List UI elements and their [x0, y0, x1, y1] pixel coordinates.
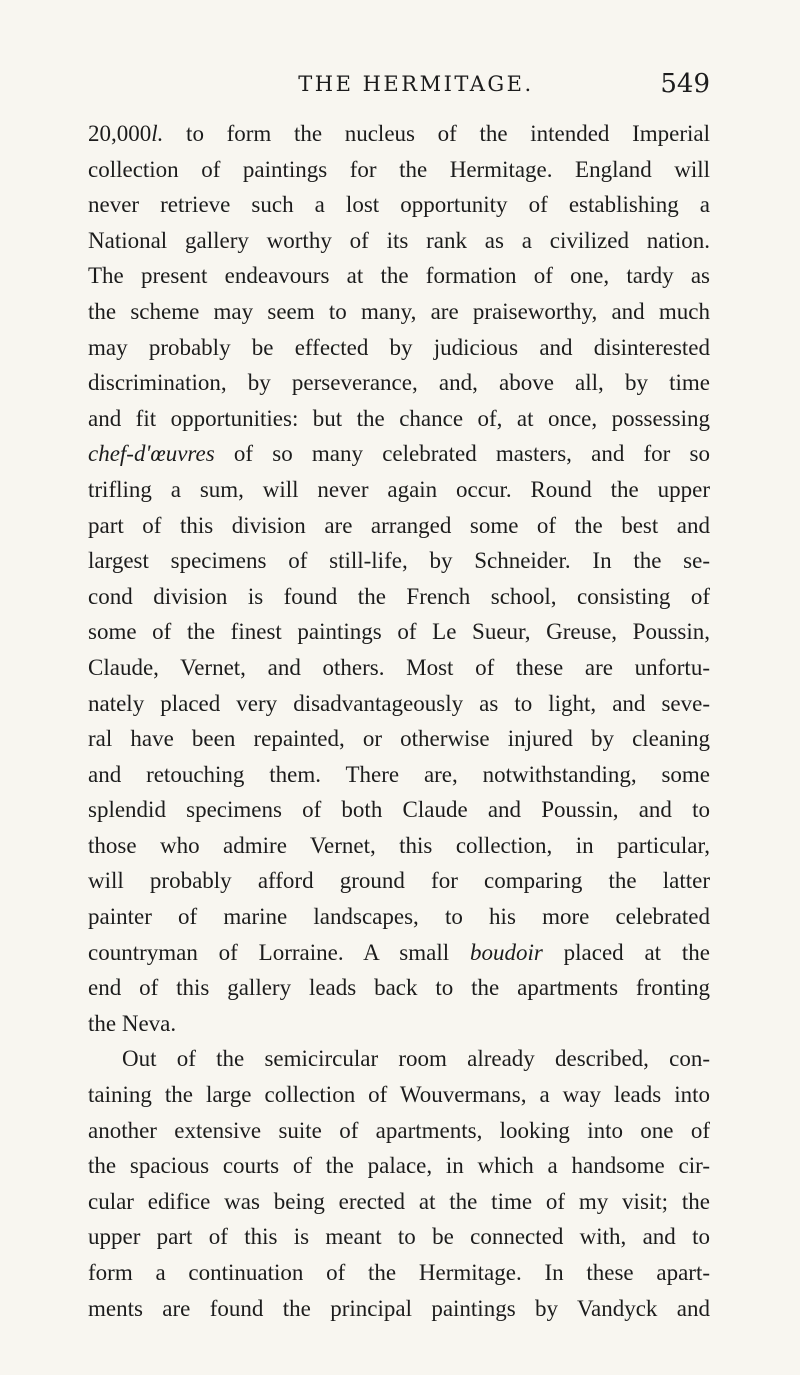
text-run: of so many celebrated masters, and for so	[214, 441, 710, 467]
text-line	[88, 721, 710, 757]
text-run: Out of the semicircular room already described, con-	[122, 1046, 710, 1072]
text-line	[88, 508, 710, 544]
text-run: ral have been repainted, or otherwise injured by cleaning	[88, 726, 710, 752]
text-run: splendid specimens of both Claude and Poussin, and to	[88, 797, 710, 823]
text-run: ments are found the principal paintings by Vandyck and	[88, 1295, 710, 1321]
text-line	[88, 543, 710, 579]
text-line	[88, 935, 710, 971]
text-line	[88, 579, 710, 615]
text-run: trifling a sum, will never again occur. Round the upper	[88, 476, 710, 502]
text-line	[88, 970, 710, 1006]
text-run: National gallery worthy of its rank as a civilized nation.	[88, 227, 710, 253]
text-run: never retrieve such a lost opportunity of establishing a	[88, 192, 710, 218]
text-run: collection of paintings for the Hermitage. England will	[88, 156, 710, 182]
text-run: those who admire Vernet, this collection, in particular,	[88, 832, 710, 858]
text-run: cular edifice was being erected at the time of my visit; the	[88, 1188, 710, 1214]
text-line	[88, 294, 710, 330]
text-run: upper part of this is meant to be connected with, and to	[88, 1224, 710, 1250]
text-line	[88, 472, 710, 508]
text-line	[88, 223, 710, 259]
text-line	[88, 1041, 710, 1077]
text-line	[88, 1184, 710, 1220]
text-line	[88, 258, 710, 294]
text-line	[88, 116, 710, 152]
text-line	[88, 1006, 710, 1042]
text-run: the spacious courts of the palace, in which a handsome cir-	[88, 1153, 710, 1179]
text-run: will probably afford ground for comparing the latter	[88, 868, 710, 894]
text-run: discrimination, by perseverance, and, above all, by time	[88, 370, 710, 396]
text-line	[88, 365, 710, 401]
text-run: Claude, Vernet, and others. Most of these are unfortu-	[88, 654, 710, 680]
text-run: taining the large collection of Wouvermans, a way leads into	[88, 1082, 710, 1108]
text-run: 20,000	[88, 121, 152, 146]
text-line	[88, 330, 710, 366]
text-line	[88, 1255, 710, 1291]
text-line	[88, 1219, 710, 1255]
text-run: end of this gallery leads back to the apartments fronting	[88, 975, 710, 1001]
text-run: nately placed very disadvantageously as to light, and seve-	[88, 690, 710, 716]
text-line	[88, 1148, 710, 1184]
text-line	[88, 1291, 710, 1327]
text-line	[88, 152, 710, 188]
text-run: painter of marine landscapes, to his more celebrated	[88, 904, 710, 930]
text-line	[88, 1077, 710, 1113]
text-run: largest specimens of still-life, by Schneider. In the se-	[88, 548, 710, 574]
text-line	[88, 614, 710, 650]
running-head-title: THE HERMITAGE.	[298, 72, 534, 96]
text-line	[88, 899, 710, 935]
body-text	[88, 116, 710, 1326]
text-line	[88, 650, 710, 686]
text-line	[88, 757, 710, 793]
text-line	[88, 828, 710, 864]
italic-run: chef-d'œuvres	[88, 441, 215, 467]
running-head	[122, 69, 710, 106]
text-run: part of this division are arranged some of the best and	[88, 512, 710, 538]
text-run: and fit opportunities: but the chance of, at once, possessing	[88, 405, 710, 431]
text-line	[88, 863, 710, 899]
text-run: countryman of Lorraine. A small	[88, 939, 470, 965]
text-run: to form the nucleus of the intended Imperial	[163, 121, 710, 146]
text-run: placed at the	[542, 939, 710, 965]
text-line	[88, 401, 710, 437]
italic-run: l.	[151, 121, 164, 146]
text-run: some of the finest paintings of Le Sueur, Greuse, Poussin,	[88, 619, 710, 645]
text-run: another extensive suite of apartments, looking into one of	[88, 1117, 710, 1143]
text-run: form a continuation of the Hermitage. In these apart-	[88, 1260, 710, 1285]
text-run: and retouching them. There are, notwithstanding, some	[88, 761, 710, 787]
text-run: the Neva.	[88, 1010, 177, 1036]
text-line	[88, 686, 710, 722]
text-run: The present endeavours at the formation of one, tardy as	[88, 263, 710, 289]
page-number: 549	[660, 69, 710, 99]
text-line	[88, 187, 710, 223]
text-line	[88, 436, 710, 472]
text-run: cond division is found the French school, consisting of	[88, 583, 710, 609]
text-line	[88, 792, 710, 828]
text-line	[88, 1113, 710, 1149]
text-run: the scheme may seem to many, are praiseworthy, and much	[88, 298, 710, 324]
italic-run: boudoir	[469, 939, 543, 965]
text-run: may probably be effected by judicious and disinterested	[88, 334, 710, 360]
